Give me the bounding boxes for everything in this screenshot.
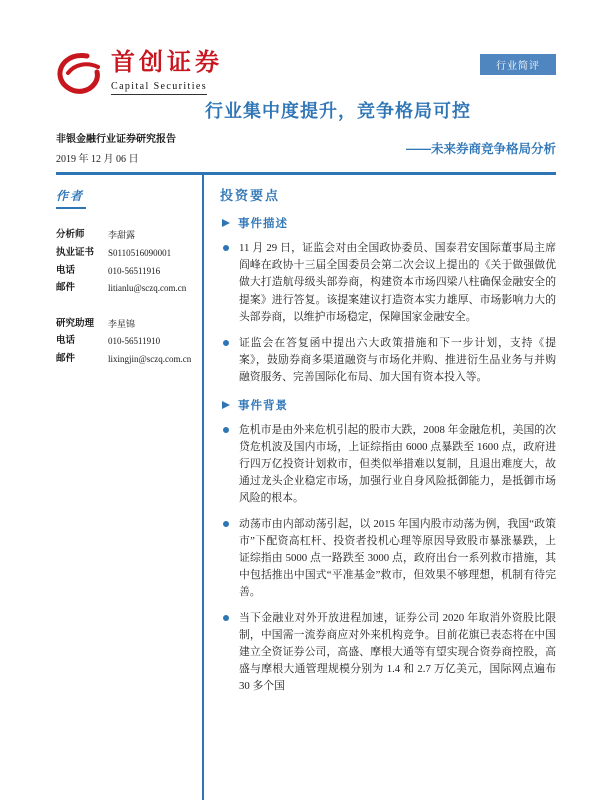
- author-field-label: 邮件: [56, 353, 76, 364]
- report-header: [56, 50, 556, 95]
- section-title-text: 事件背景: [238, 399, 288, 412]
- dot-bullet-icon: [223, 521, 229, 527]
- author-field-value: lixingjin@sczq.com.cn: [108, 353, 192, 364]
- dot-bullet-icon: [223, 245, 229, 251]
- authors-sidebar: [56, 175, 202, 800]
- report-body: [56, 175, 556, 800]
- report-title: 行业集中度提升，竞争格局可控: [205, 101, 471, 122]
- brand-name-en: Capital Securities: [111, 81, 207, 95]
- report-type-badge: 行业简评: [480, 54, 556, 75]
- author-field-value: 李甜露: [108, 230, 136, 241]
- dot-bullet-icon: [223, 615, 229, 621]
- author-field-value: 010-56511916: [108, 265, 161, 276]
- author-field-value: litianlu@sczq.com.cn: [108, 283, 187, 294]
- author-field-label: 电话: [56, 265, 76, 276]
- bullet-text: 当下金融业对外开放进程加速，证券公司 2020 年取消外资股比限制，中国需一流券商应对外来机构竞争。目前花旗已表态将在中国建立全资证券公司，高盛、摩根大通等有望实现合资券商控股，高盛与摩根大通管理规模分别为 1.4 和 2.7 万亿美元，国际网点遍布 30 多个国: [239, 612, 556, 693]
- brand-logo: [56, 50, 223, 95]
- bullet-text: 11 月 29 日，证监会对由全国政协委员、国泰君安国际董事局主席阎峰在政协十三届全国委员会第二次会议上提出的《关于做强做优做大打造航母级头部券商，构建资本市场四梁八柱确保金融安全的提案》进行答复。该提案建议打造资本实力雄厚、市场影响力大的头部券商，以维护市场稳定，保障国家金融安全。: [239, 242, 556, 323]
- investment-highlights-heading: 投资要点: [220, 188, 281, 204]
- author-group: [56, 316, 202, 369]
- main-content: [204, 175, 556, 800]
- author-field-value: S0110516090001: [108, 247, 172, 258]
- bullet-text: 动荡市由内部动荡引起，以 2015 年国内股市动荡为例，我国“政策市”下配资高杠杆、投资者投机心理等原因导致股市暴涨暴跌，上证综指由 5000 点一路跌至 3000 点，政府出台一系列救市措施，其中包括推出中国式“平准基金”救市，但效果不够理想，机制有待完善。: [239, 518, 556, 599]
- capital-securities-logo-icon: [56, 52, 102, 94]
- report-section: [220, 397, 556, 696]
- author-field-label: 研究助理: [56, 318, 95, 329]
- bullet-item: [220, 610, 556, 695]
- author-row: [56, 280, 202, 298]
- arrow-bullet-icon: [222, 401, 230, 409]
- author-row: [56, 351, 202, 369]
- section-title: [222, 215, 556, 231]
- author-row: [56, 316, 202, 334]
- report-date: 2019 年 12 月 06 日: [56, 154, 139, 166]
- brand-text-block: [111, 50, 223, 95]
- report-sections: [220, 215, 556, 695]
- report-subtitle: ——未来券商竞争格局分析: [405, 141, 556, 156]
- authors-heading-underline: [56, 207, 86, 209]
- report-section: [220, 215, 556, 385]
- brand-name-cn: 首创证券: [111, 50, 223, 76]
- bullet-item: [220, 240, 556, 325]
- author-field-label: 执业证书: [56, 247, 95, 258]
- dot-bullet-icon: [223, 427, 229, 433]
- bullet-text: 证监会在答复函中提出六大政策措施和下一步计划，支持《提案》，鼓励券商多渠道融资与市场化并购、推进衍生品业务与并购融资服务、完善国际化布局、加大国有资本投入等。: [239, 336, 556, 383]
- author-field-label: 分析师: [56, 230, 85, 241]
- author-field-value: 李星锦: [108, 318, 136, 329]
- dot-bullet-icon: [223, 340, 229, 346]
- report-meta-left: [56, 130, 176, 165]
- author-field-value: 010-56511910: [108, 336, 161, 347]
- author-groups: [56, 227, 202, 368]
- bullet-item: [220, 516, 556, 601]
- bullet-item: [220, 335, 556, 386]
- author-row: [56, 333, 202, 351]
- author-row: [56, 263, 202, 281]
- author-row: [56, 227, 202, 245]
- author-field-label: 邮件: [56, 283, 76, 294]
- bullet-item: [220, 422, 556, 507]
- arrow-bullet-icon: [222, 219, 230, 227]
- author-row: [56, 245, 202, 263]
- bullet-text: 危机市是由外来危机引起的股市大跌，2008 年金融危机，美国的次贷危机波及国内市场，上证综指由 6000 点暴跌至 1600 点，政府进行四万亿投资计划救市，但类似举措难以复制，且退出难度大，故通过龙头企业稳定市场，加强行业自身风险抵御能力，是抵御市场风险的根本。: [239, 423, 556, 504]
- report-category: 非银金融行业证券研究报告: [56, 134, 176, 146]
- author-field-label: 电话: [56, 336, 76, 347]
- author-group: [56, 227, 202, 297]
- authors-heading: 作者: [56, 189, 85, 204]
- report-meta-row: [56, 130, 556, 165]
- section-title: [222, 397, 556, 413]
- section-title-text: 事件描述: [238, 218, 288, 231]
